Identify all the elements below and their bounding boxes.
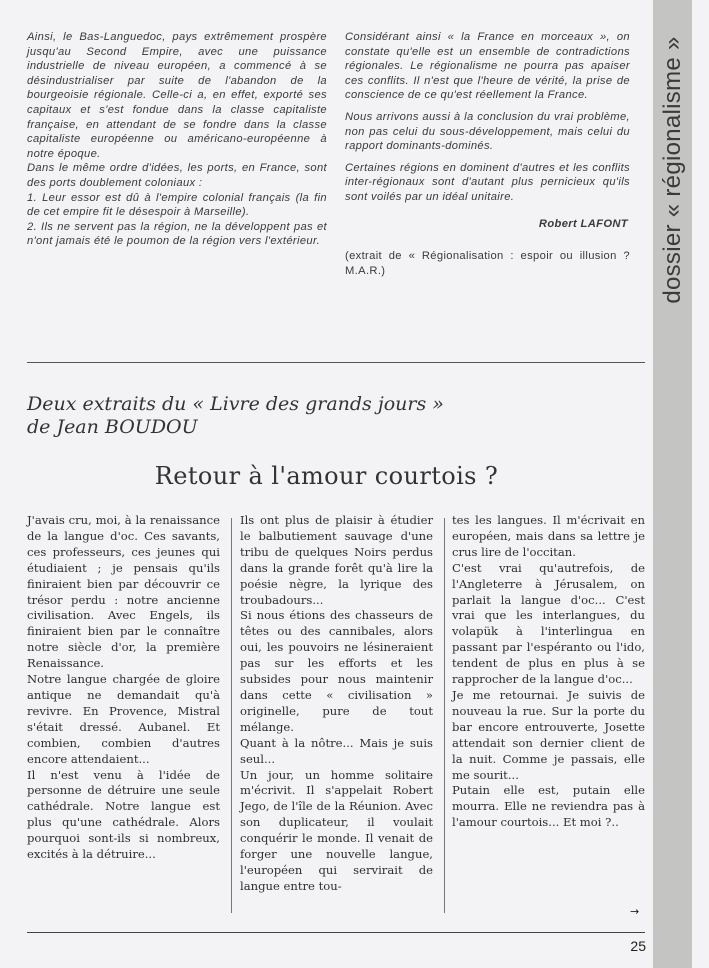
section-label-text: dossier « régionalisme » [658,36,686,304]
paragraph: Je me retournai. Je suivis de nouveau la rue. Sur la porte du bar encore entrouverte, Josette attendait son dernier client de la nuit. Comme je passais, elle me sourit... [452,687,645,782]
footer-divider [27,932,645,933]
paragraph: J'avais cru, moi, à la renaissance de la langue d'oc. Ces savants, ces professeurs, ces jeunes qui étudiaient ; je pensais qu'ils finiraient bien par découvrir ce trésor perdu : notre ancienne civilisation. Avec Engels, ils finiraient bien par le connaître notre siècle d'or, la première Renaissance. [27,513,220,671]
column-rule [231,518,232,913]
column-rule [444,518,445,913]
continue-arrow-icon: → [630,905,640,918]
paragraph: Quant à la nôtre... Mais je suis seul... [240,735,433,766]
paragraph: Ils ont plus de plaisir à étudier le balbutiement sauvage d'une tribu de quelques Noirs perdus dans la grande forêt qu'à lire la poésie nègre, la lyrique des troubadours... [240,513,433,607]
section-label [653,0,692,340]
top-left-column [27,30,327,249]
top-right-column [345,30,630,278]
paragraph: Notre langue chargée de gloire antique ne demandait qu'à revivre. En Provence, Mistral s'était dressé. Aubanel. Et combien, combien d'autres encore attendaient... [27,672,220,766]
paragraph: Dans le même ordre d'idées, les ports, en France, sont des ports doublement coloniaux : [27,162,327,189]
paragraph: Il n'est venu à l'idée de personne de détruire une seule cathédrale. Notre langue est plus qu'une cathédrale. Alors pourquoi sont-ils si nombreux, excités à la détruire... [27,767,220,862]
intro-line: Deux extraits du « Livre des grands jours » [27,393,444,415]
section-divider [27,362,645,363]
paragraph: Nous arrivons aussi à la conclusion du vrai problème, non pas celui du sous-développement, mais celui du rapport dominants-dominés. [345,110,630,153]
article-title: Retour à l'amour courtois ? [154,462,499,490]
paragraph: Putain elle est, putain elle mourra. Elle ne reviendra pas à l'amour courtois... Et moi ?.. [452,783,645,830]
paragraph: Si nous étions des chasseurs de têtes ou des cannibales, alors oui, les pouvoirs ne lésineraient pas sur les efforts et les subsides pour nous maintenir dans cette « civilisation » originelle, pure de tout mélange. [240,608,433,734]
paragraph: 2. Ils ne servent pas la région, ne la développent pas et n'ont jamais été le poumon de la région vers l'extérieur. [27,220,327,248]
paragraph: tes les langues. Il m'écrivait en européen, mais dans sa lettre je crus lire de l'occitan. [452,513,645,559]
paragraph: Certaines régions en dominent d'autres et les conflits inter-régionaux sont d'autant plus pernicieux qu'ils sont voilés par un idéal unitaire. [345,161,630,203]
article-column-2 [240,513,433,895]
paragraph: Considérant ainsi « la France en morceaux », on constate qu'elle est un ensemble de contradictions régionales. Le régionalisme ne pourra pas apaiser ces conflits. Il n'est que l'heure de vérité, la prise de conscience de ce qu'est réellement la France. [345,31,630,102]
source-citation: (extrait de « Régionalisation : espoir ou illusion ? M.A.R.) [345,250,630,277]
paragraph: Ainsi, le Bas-Languedoc, pays extrêmement prospère jusqu'au Second Empire, avec une puissance industrielle de niveau européen, a commencé à se désindustrialiser par suite de l'abandon de la bourgeoisie régionale. Celle-ci a, en effet, exporté ses capitaux et s'est fondue dans la classe capitaliste française, en attendant de se fondre dans la classe capitaliste européenne ou américano-européenne à notre époque. [27,31,327,160]
article-intro [27,393,444,439]
author-signature: Robert LAFONT [538,217,628,230]
intro-line: de Jean BOUDOU [27,416,198,438]
page-number: 25 [630,938,646,954]
article-column-3 [452,513,645,831]
paragraph: Un jour, un homme solitaire m'écrivit. Il s'appelait Robert Jego, de l'île de la Réunion. Avec son duplicateur, il voulait conquérir le monde. Il venait de forger une nouvelle langue, l'européen qui servirait de langue entre tou- [240,767,433,893]
paragraph: C'est vrai qu'autrefois, de l'Angleterre à Jérusalem, on parlait la langue d'oc... C'est vrai que les interlangues, du volapük à l'interlingua en passant par l'espéranto ou l'ido, tendent de plus en plus à se rapprocher de la langue d'oc... [452,560,645,687]
article-column-1 [27,513,220,863]
paragraph: 1. Leur essor est dû à l'empire colonial français (la fin de cet empire fit le désespoir à Marseille). [27,191,327,219]
